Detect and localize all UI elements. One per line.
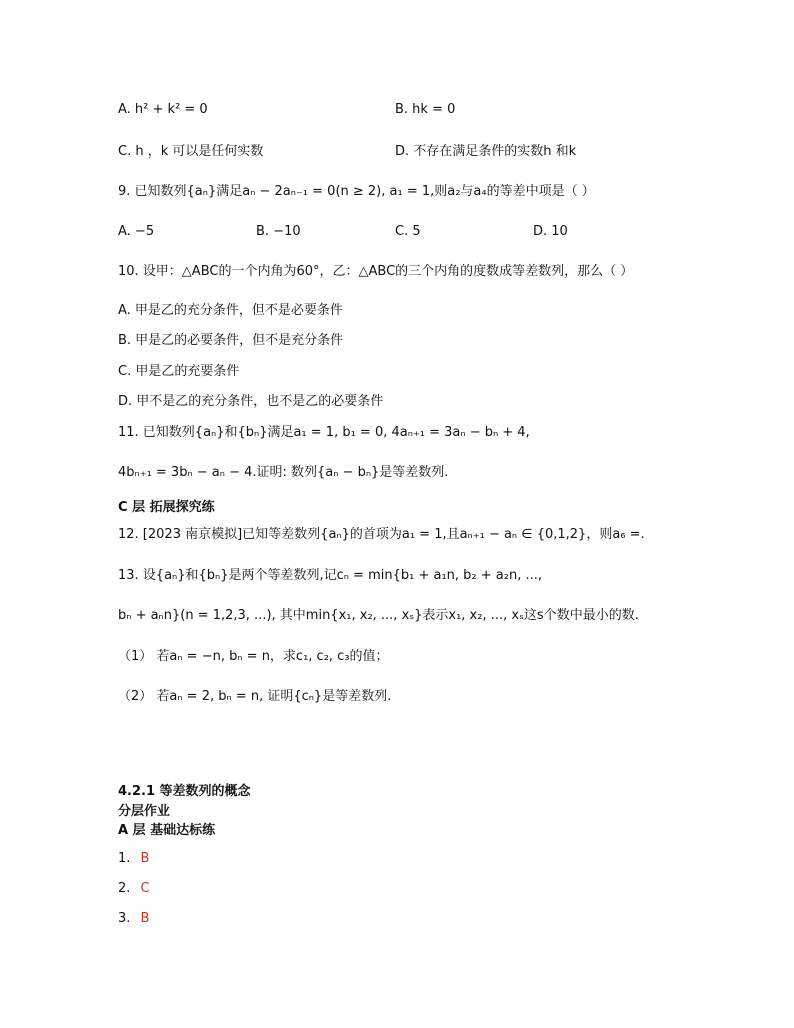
- q10-option-c: C. 甲是乙的充要条件: [118, 364, 240, 379]
- answer-value: C: [140, 881, 150, 896]
- q11-line-2: 4bₙ₊₁ = 3bₙ − aₙ − 4.证明: 数列{aₙ − bₙ}是等差数列.: [118, 465, 449, 480]
- answer-item: [118, 850, 149, 868]
- answer-number: 2.: [118, 881, 131, 896]
- q10-stem: 10. 设甲：△ABC的一个内角为60°，乙：△ABC的三个内角的度数成等差数列，那么（ ）: [118, 264, 634, 279]
- answer-value: B: [140, 911, 150, 926]
- answer-item: [118, 910, 149, 928]
- q9-option-b: B. −10: [256, 224, 301, 239]
- q8-option-c: C. h ，k 可以是任何实数: [118, 144, 264, 159]
- q8-option-d: D. 不存在满足条件的实数h 和k: [395, 144, 577, 159]
- q10-option-b: B. 甲是乙的必要条件，但不是充分条件: [118, 333, 344, 348]
- answers-section-a: A 层 基础达标练: [118, 823, 216, 838]
- q8-option-b: B. hk = 0: [395, 102, 456, 117]
- answer-number: 1.: [118, 851, 131, 866]
- q10-option-d: D. 甲不是乙的充分条件，也不是乙的必要条件: [118, 394, 384, 409]
- q13-part-1: （1） 若aₙ = −n, bₙ = n，求c₁, c₂, c₃的值；: [118, 649, 389, 664]
- q13-part-2: （2） 若aₙ = 2, bₙ = n, 证明{cₙ}是等差数列.: [118, 689, 392, 704]
- q8-option-a: A. h² + k² = 0: [118, 102, 208, 117]
- q13-line-2: bₙ + aₙn}(n = 1,2,3, ...), 其中min{x₁, x₂, ..., xₛ}表示x₁, x₂, ..., xₛ这s个数中最小的数.: [118, 608, 639, 623]
- q10-option-a: A. 甲是乙的充分条件，但不是必要条件: [118, 303, 343, 318]
- q9-option-a: A. −5: [118, 224, 155, 239]
- q13-line-1: 13. 设{aₙ}和{bₙ}是两个等差数列,记cₙ = min{b₁ + a₁n, b₂ + a₂n, ...,: [118, 568, 543, 583]
- q9-option-d: D. 10: [533, 224, 568, 239]
- q11-line-1: 11. 已知数列{aₙ}和{bₙ}满足a₁ = 1, b₁ = 0, 4aₙ₊₁ = 3aₙ − bₙ + 4,: [118, 425, 530, 440]
- q12-stem: 12. [2023 南京模拟]已知等差数列{aₙ}的首项为a₁ = 1,且aₙ₊₁ − aₙ ∈ {0,1,2}，则a₆ =.: [118, 527, 645, 542]
- answer-value: B: [140, 851, 150, 866]
- answer-item: [118, 880, 150, 898]
- q9-stem: 9. 已知数列{aₙ}满足aₙ − 2aₙ₋₁ = 0(n ≥ 2), a₁ = 1,则a₂与a₄的等差中项是（ ）: [118, 184, 595, 199]
- answers-title: 4.2.1 等差数列的概念: [118, 784, 251, 799]
- answer-number: 3.: [118, 911, 131, 926]
- answers-subtitle: 分层作业: [118, 804, 171, 819]
- section-c-heading: C 层 拓展探究练: [118, 500, 215, 515]
- q9-option-c: C. 5: [395, 224, 421, 239]
